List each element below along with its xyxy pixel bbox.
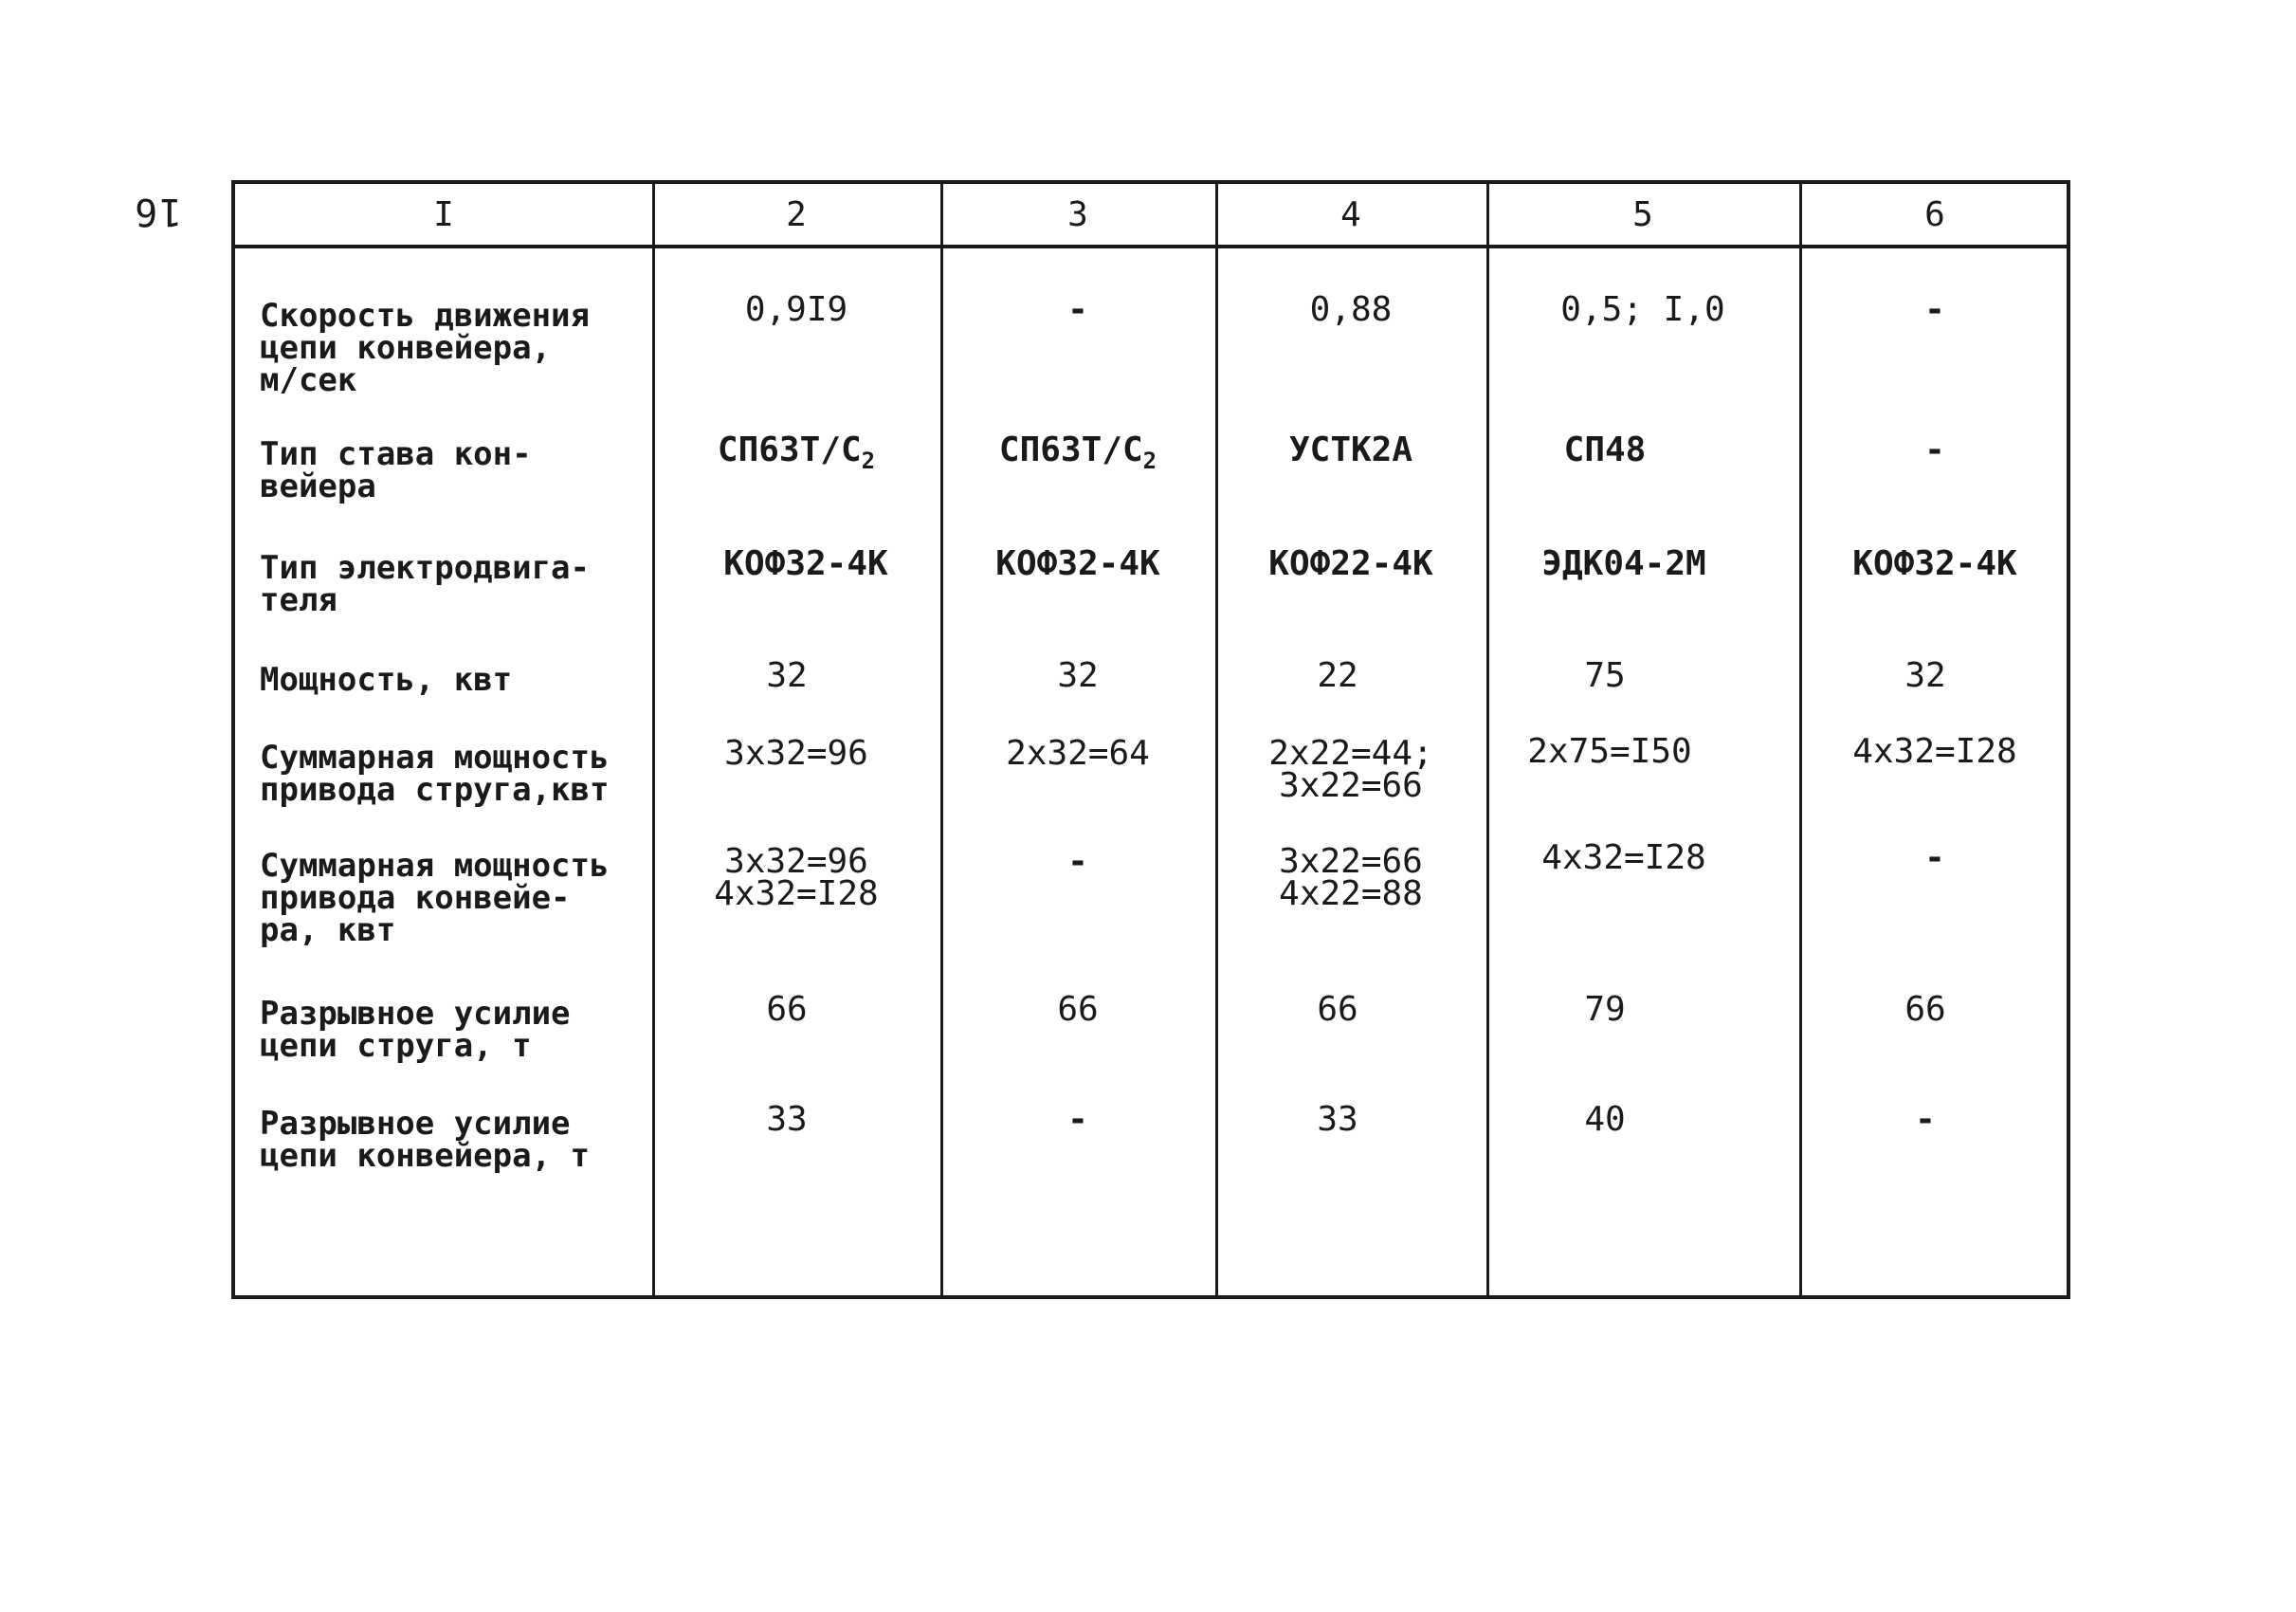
specification-table: [231, 180, 2070, 1299]
cell: 3х32=96 4х32=I28: [714, 842, 879, 913]
cell: ЭДК04-2М: [1541, 544, 1706, 583]
cell: 3х32=96: [724, 734, 868, 773]
cell: 40: [1584, 1100, 1626, 1139]
cell: -: [1067, 842, 1088, 881]
cell: 32: [1904, 656, 1946, 695]
cell: 33: [1317, 1100, 1358, 1139]
cell: 2х32=64: [1006, 734, 1150, 773]
row-label-motor-type: Тип электродвига- теля: [260, 549, 590, 619]
header-col-6: 6: [1924, 194, 1945, 234]
cell: 66: [1057, 990, 1099, 1029]
row-label-plough-chain-force: Разрывное усилие цепи струга, т: [260, 995, 571, 1065]
header-divider: [235, 245, 2067, 248]
cell: 4х32=I28: [1541, 838, 1706, 877]
header-col-5: 5: [1632, 194, 1653, 234]
header-col-4: 4: [1340, 194, 1361, 234]
cell: $СП63Т/С_2$: [717, 430, 876, 474]
cell: 33: [766, 1100, 808, 1139]
cell: -: [1924, 838, 1945, 877]
cell: 0,9I9: [744, 290, 848, 329]
row-label-frame-type: Тип става кон- вейера: [260, 435, 532, 505]
cell: 75: [1584, 656, 1626, 695]
cell: 79: [1584, 990, 1626, 1029]
cell: 66: [1317, 990, 1358, 1029]
row-label-conveyor-chain-force: Разрывное усилие цепи конвейера, т: [260, 1105, 590, 1175]
cell: 32: [766, 656, 808, 695]
row-label-power: Мощность, квт: [260, 661, 513, 699]
header-col-3: 3: [1067, 194, 1088, 234]
header-col-2: 2: [786, 194, 807, 234]
cell: 4х32=I28: [1852, 732, 2017, 771]
cell: 3х22=66 4х22=88: [1279, 842, 1423, 913]
cell: КОФ22-4К: [1268, 544, 1433, 583]
cell: 2х22=44; 3х22=66: [1268, 734, 1433, 805]
cell: 32: [1057, 656, 1099, 695]
cell: 2х75=I50: [1527, 732, 1692, 771]
cell: 22: [1317, 656, 1358, 695]
cell: КОФ32-4К: [995, 544, 1160, 583]
cell: 0,88: [1309, 290, 1393, 329]
cell: -: [1924, 290, 1945, 329]
cell: КОФ32-4К: [723, 544, 888, 583]
page-number: 16: [133, 190, 183, 233]
cell: КОФ32-4К: [1852, 544, 2017, 583]
subscript: 2: [861, 448, 876, 474]
header-col-1: I: [433, 194, 454, 234]
cell: 0,5; I,0: [1560, 290, 1725, 329]
row-label-conveyor-drive-power: Суммарная мощность привода конвейе- ра, квт: [260, 847, 610, 949]
cell: 66: [766, 990, 808, 1029]
cell: СП48: [1563, 430, 1647, 469]
cell: -: [1067, 290, 1088, 329]
cell: 66: [1904, 990, 1946, 1029]
cell: УСТК2А: [1288, 430, 1413, 469]
cell: -: [1915, 1100, 1936, 1139]
subscript: 2: [1142, 448, 1157, 474]
cell: -: [1067, 1100, 1088, 1139]
cell: $СП63Т/С_2$: [998, 430, 1157, 474]
row-label-chain-speed: Скорость движения цепи конвейера, м/сек: [260, 297, 590, 399]
row-label-plough-drive-power: Суммарная мощность привода струга,квт: [260, 739, 610, 809]
cell: -: [1924, 430, 1945, 469]
